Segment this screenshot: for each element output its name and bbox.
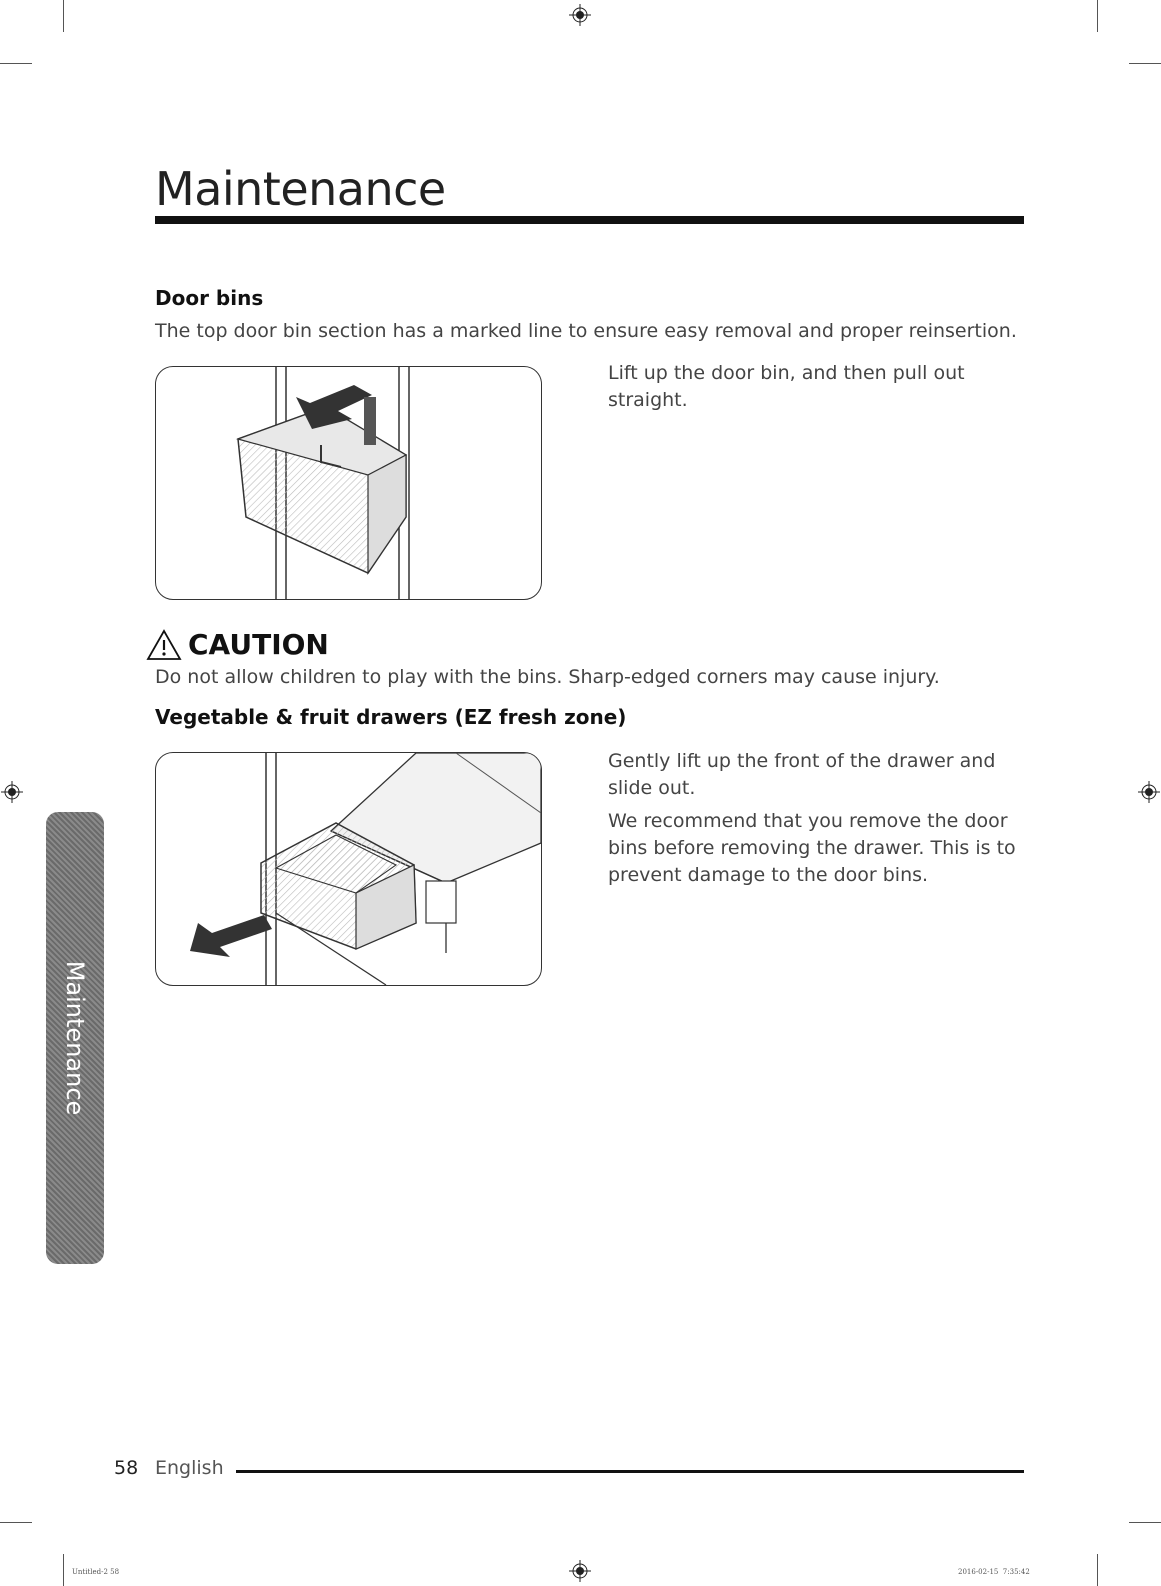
crop-mark [63,1554,64,1586]
crop-mark [1097,0,1098,32]
print-slug-right: 2016-02-15 ￼ 7:35:42 [958,1568,1030,1576]
drawers-instruction-2: We recommend that you remove the door bins before removing the drawer. This is to prevent damage to the door bins. [608,810,1016,886]
registration-mark-icon [569,4,591,26]
drawer-illustration [155,752,542,986]
registration-mark-icon [569,1560,591,1582]
side-tab [46,812,104,1264]
page-title: Maintenance [155,162,446,216]
registration-mark-icon [1,781,23,803]
caution-label: CAUTION [188,628,329,661]
side-tab-label: Maintenance [61,960,89,1116]
footer-rule [236,1470,1024,1473]
arrow-icon [190,915,272,957]
caution-heading [146,628,329,661]
door-bin-illustration [155,366,542,600]
crop-mark [1129,1522,1161,1523]
caution-text: Do not allow children to play with the bins. Sharp-edged corners may cause injury. [155,666,940,688]
drawers-heading: Vegetable & fruit drawers (EZ fresh zone) [155,705,627,729]
drawers-instruction-1: Gently lift up the front of the drawer and slide out. [608,750,996,799]
door-bins-heading: Door bins [155,286,264,310]
door-bins-instruction: Lift up the door bin, and then pull out straight. [608,362,965,411]
page-number: 58 [114,1457,139,1479]
print-slug-left: Untitled-2 58 [72,1568,120,1576]
crop-mark [1097,1554,1098,1586]
crop-mark [63,0,64,32]
warning-triangle-icon [146,629,182,661]
door-bins-intro: The top door bin section has a marked line to ensure easy removal and proper reinsertion. [155,320,1017,342]
title-rule [155,216,1024,224]
footer-language: English [155,1457,224,1479]
crop-mark [1129,63,1161,64]
crop-mark [0,1522,32,1523]
crop-mark [0,63,32,64]
registration-mark-icon [1138,781,1160,803]
